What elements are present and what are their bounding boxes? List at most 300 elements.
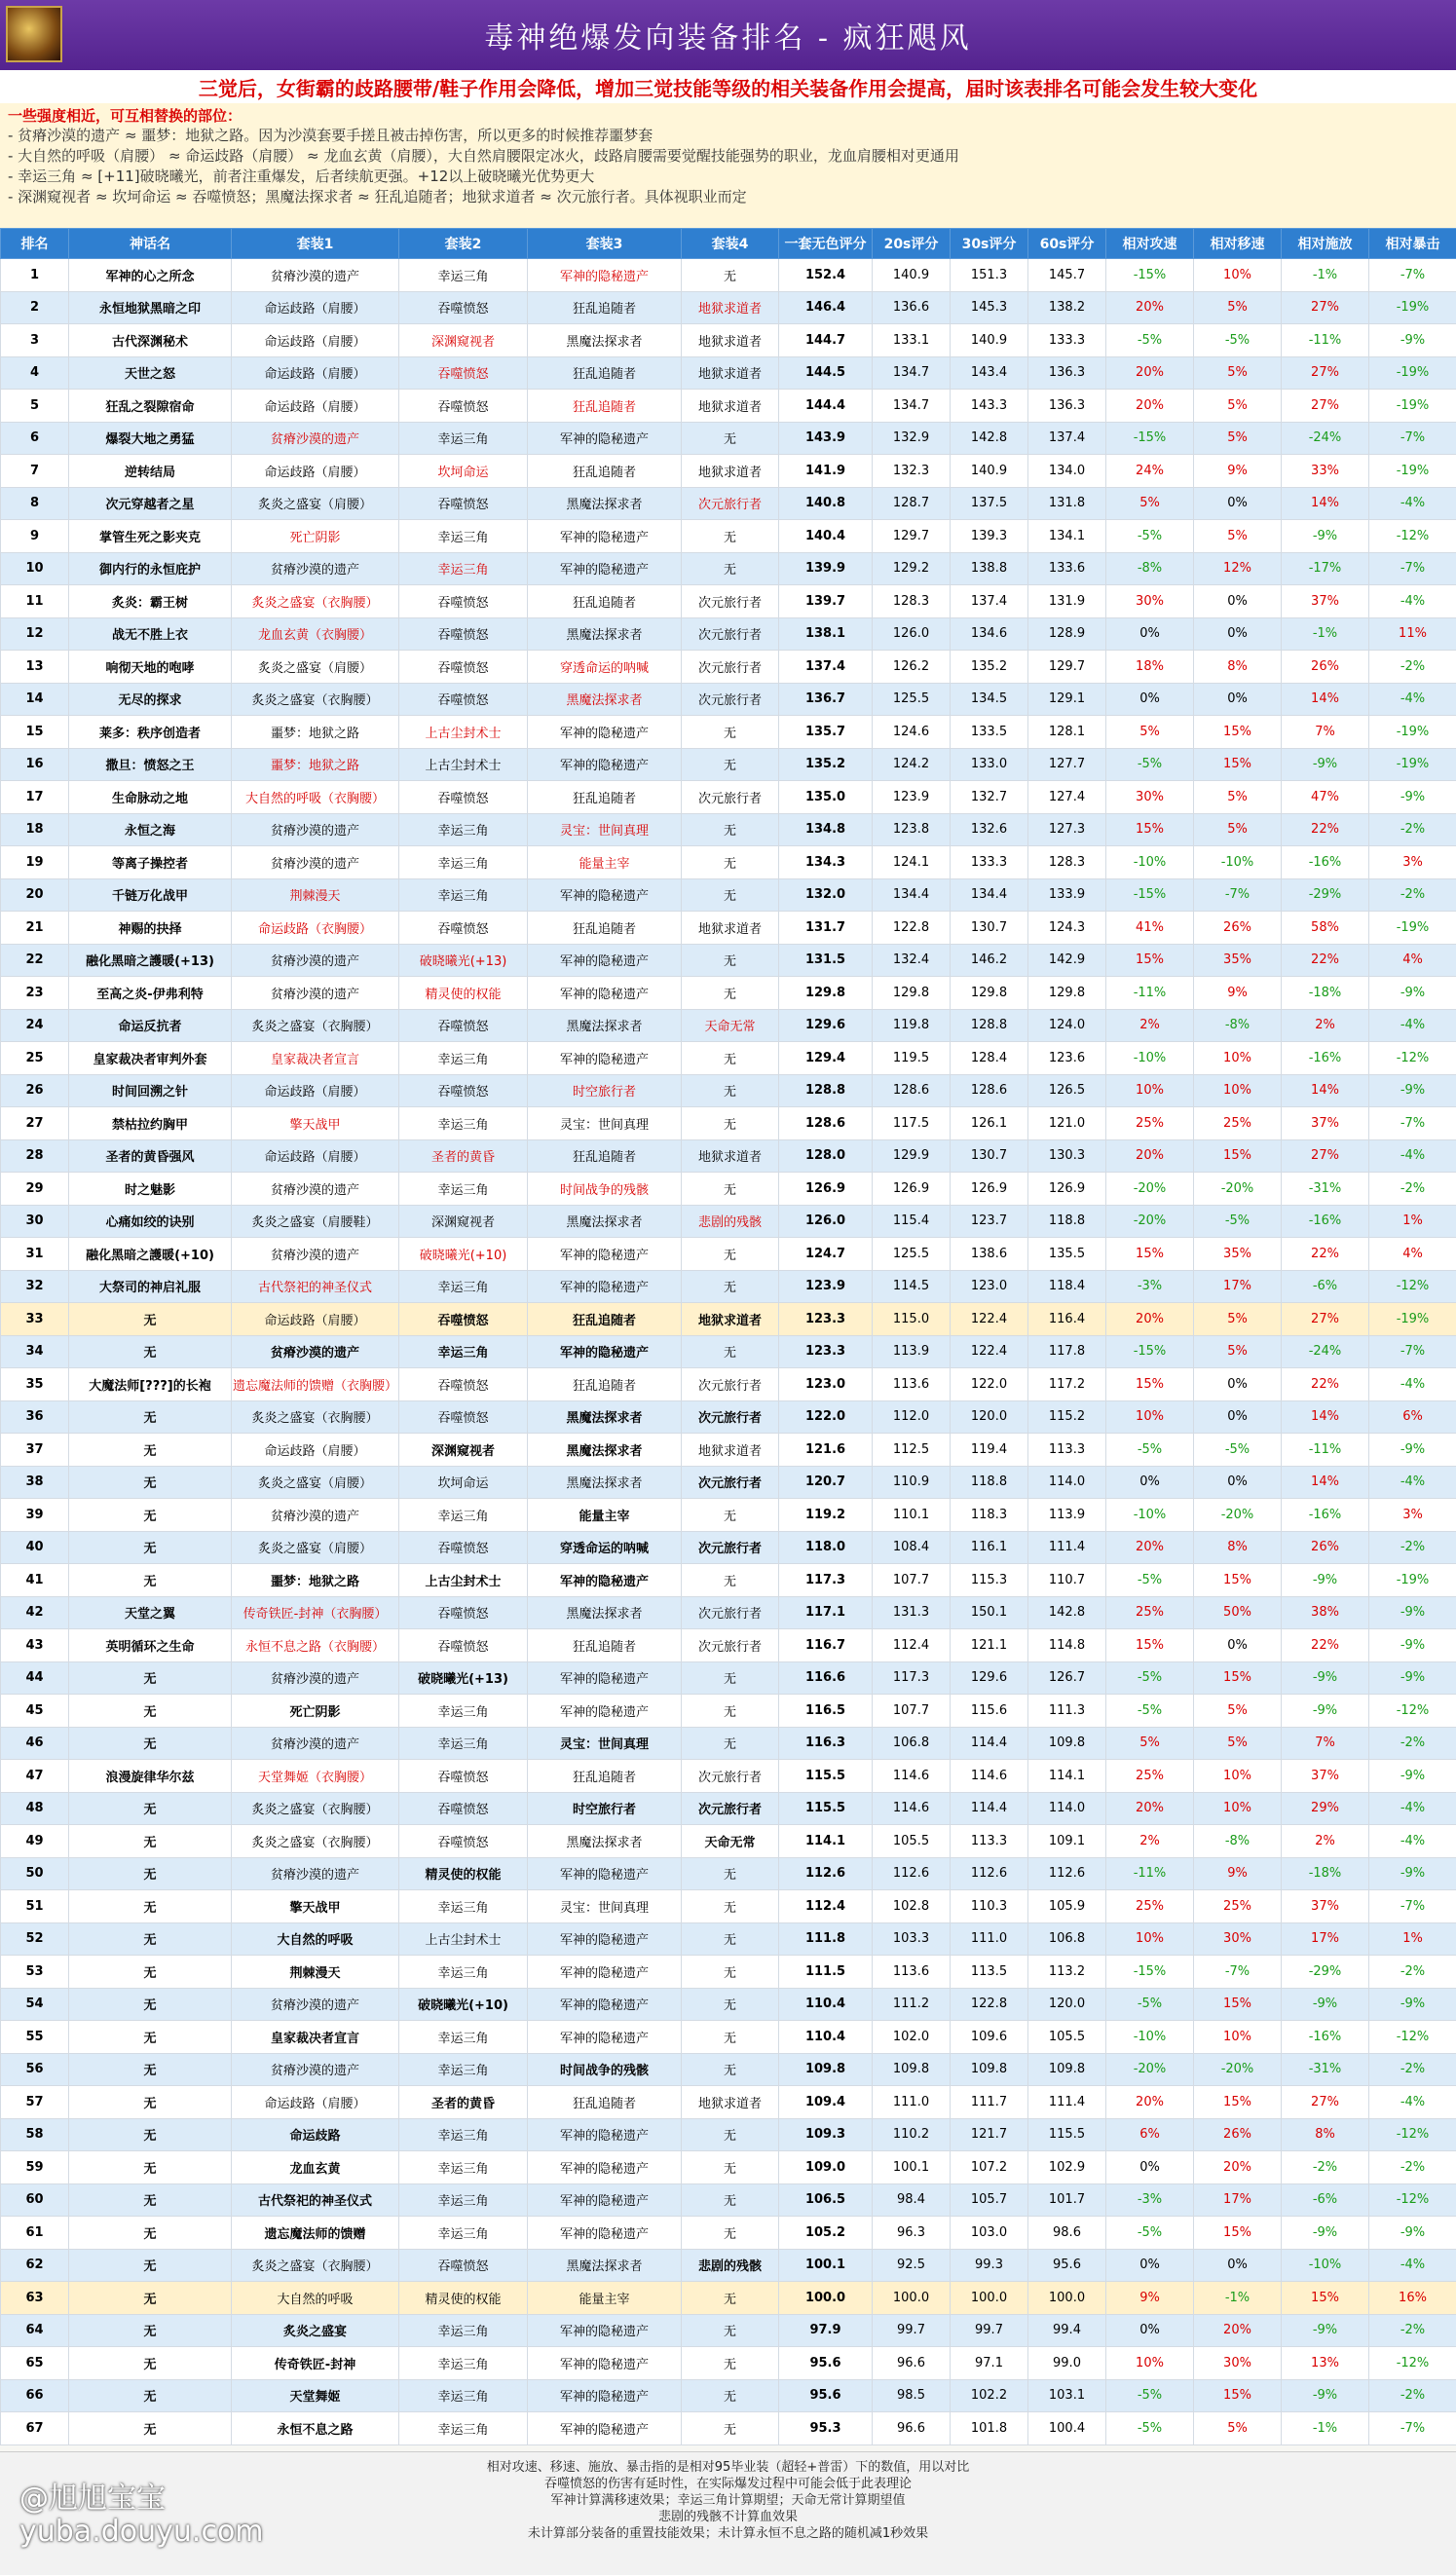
cell-crit: -12%: [1369, 1270, 1456, 1303]
cell-crit: -9%: [1369, 1988, 1456, 2021]
cell-set1: 命运歧路（肩腰）: [232, 1074, 399, 1107]
cell-60s: 111.4: [1028, 2086, 1106, 2119]
cell-set1: 传奇铁匠-封神（衣胸腰）: [232, 1596, 399, 1629]
cell-move-speed: -5%: [1194, 1205, 1282, 1238]
table-row: [1, 520, 1456, 553]
cell-60s: 138.2: [1028, 291, 1106, 324]
cell-set3: 能量主宰: [528, 1499, 682, 1532]
cell-60s: 120.0: [1028, 1988, 1106, 2021]
cell-30s: 140.9: [951, 324, 1028, 357]
cell-set2: 上古尘封术士: [399, 748, 528, 781]
cell-crit: -7%: [1369, 422, 1456, 455]
cell-move-speed: 0%: [1194, 1466, 1282, 1499]
cell-cast-speed: 29%: [1282, 1792, 1369, 1825]
cell-30s: 109.6: [951, 2021, 1028, 2054]
cell-60s: 99.0: [1028, 2347, 1106, 2380]
cell-set3: 黑魔法探求者: [528, 2249, 682, 2282]
cell-set4: 地狱求道者: [682, 1434, 779, 1467]
cell-rank: 50: [1, 1857, 69, 1890]
cell-move-speed: -20%: [1194, 2053, 1282, 2086]
cell-crit: -2%: [1369, 813, 1456, 846]
cell-set3: 黑魔法探求者: [528, 683, 682, 716]
cell-set4: 次元旅行者: [682, 683, 779, 716]
cell-cast-speed: 7%: [1282, 716, 1369, 749]
cell-set3: 狂乱追随者: [528, 1303, 682, 1336]
cell-attack-speed: -20%: [1106, 2053, 1194, 2086]
cell-myth: 神赐的抉择: [69, 912, 232, 945]
cell-set3: 军神的隐秘遗产: [528, 422, 682, 455]
cell-set1: 龙血玄黄（衣胸腰）: [232, 617, 399, 651]
cell-move-speed: 0%: [1194, 617, 1282, 651]
cell-move-speed: 5%: [1194, 1695, 1282, 1728]
cell-crit: -9%: [1369, 1596, 1456, 1629]
author-avatar: [6, 6, 62, 62]
table-row: [1, 1661, 1456, 1695]
cell-set1: 命运歧路（肩腰）: [232, 291, 399, 324]
cell-rank: 67: [1, 2412, 69, 2445]
cell-set2: 吞噬愤怒: [399, 683, 528, 716]
cell-score: 128.0: [779, 1139, 873, 1173]
cell-cast-speed: -29%: [1282, 1956, 1369, 1989]
cell-score: 114.1: [779, 1825, 873, 1858]
cell-cast-speed: -6%: [1282, 2183, 1369, 2217]
cell-rank: 4: [1, 356, 69, 390]
cell-set3: 灵宝：世间真理: [528, 1890, 682, 1923]
cell-30s: 105.7: [951, 2183, 1028, 2217]
cell-score: 135.2: [779, 748, 873, 781]
cell-crit: -9%: [1369, 2217, 1456, 2250]
ranking-table: [0, 228, 1456, 2445]
cell-20s: 124.2: [873, 748, 951, 781]
cell-set1: 遗忘魔法师的馈赠: [232, 2217, 399, 2250]
cell-score: 144.5: [779, 356, 873, 390]
cell-crit: -4%: [1369, 1466, 1456, 1499]
cell-cast-speed: -9%: [1282, 520, 1369, 553]
cell-move-speed: 8%: [1194, 651, 1282, 684]
cell-set3: 军神的隐秘遗产: [528, 259, 682, 292]
cell-set3: 军神的隐秘遗产: [528, 1042, 682, 1075]
cell-30s: 140.9: [951, 455, 1028, 488]
cell-60s: 129.7: [1028, 651, 1106, 684]
table-row: [1, 1727, 1456, 1760]
cell-set1: 大自然的呼吸: [232, 2282, 399, 2315]
cell-set2: 深渊窥视者: [399, 324, 528, 357]
cell-set2: 幸运三角: [399, 520, 528, 553]
cell-60s: 100.4: [1028, 2412, 1106, 2445]
cell-attack-speed: 24%: [1106, 455, 1194, 488]
cell-rank: 25: [1, 1042, 69, 1075]
cell-set4: 次元旅行者: [682, 1629, 779, 1662]
cell-score: 117.1: [779, 1596, 873, 1629]
cell-20s: 124.1: [873, 846, 951, 879]
cell-set3: 军神的隐秘遗产: [528, 1956, 682, 1989]
cell-set3: 军神的隐秘遗产: [528, 1270, 682, 1303]
cell-set3: 军神的隐秘遗产: [528, 2118, 682, 2151]
table-row: [1, 878, 1456, 912]
cell-30s: 109.8: [951, 2053, 1028, 2086]
cell-set4: 无: [682, 422, 779, 455]
title-banner: [0, 0, 1456, 70]
footer-line: 悲剧的残骸不计算血效果: [0, 2510, 1456, 2524]
cell-set2: 幸运三角: [399, 2183, 528, 2217]
cell-30s: 103.0: [951, 2217, 1028, 2250]
cell-myth: 无: [69, 2412, 232, 2445]
cell-30s: 121.1: [951, 1629, 1028, 1662]
cell-myth: 次元穿越者之星: [69, 487, 232, 520]
cell-set3: 时间战争的残骸: [528, 2053, 682, 2086]
cell-set2: 幸运三角: [399, 2412, 528, 2445]
cell-30s: 133.0: [951, 748, 1028, 781]
cell-rank: 38: [1, 1466, 69, 1499]
cell-20s: 112.0: [873, 1400, 951, 1434]
note-line: - 深渊窥视者 ≈ 坎坷命运 ≈ 吞噬愤怒；黑魔法探求者 ≈ 狂乱追随者；地狱求道者 ≈ 次元旅行者。具体视职业而定: [8, 187, 1448, 207]
cell-myth: 皇家裁决者审判外套: [69, 1042, 232, 1075]
cell-set1: 贫瘠沙漠的遗产: [232, 1238, 399, 1271]
cell-score: 144.7: [779, 324, 873, 357]
cell-crit: -4%: [1369, 487, 1456, 520]
cell-attack-speed: 30%: [1106, 585, 1194, 618]
cell-score: 141.9: [779, 455, 873, 488]
cell-move-speed: 10%: [1194, 1074, 1282, 1107]
table-row: [1, 1857, 1456, 1890]
cell-score: 109.8: [779, 2053, 873, 2086]
cell-score: 152.4: [779, 259, 873, 292]
cell-myth: 无: [69, 2249, 232, 2282]
cell-cast-speed: 8%: [1282, 2118, 1369, 2151]
cell-30s: 151.3: [951, 259, 1028, 292]
cell-20s: 117.5: [873, 1107, 951, 1140]
cell-set1: 大自然的呼吸（衣胸腰）: [232, 781, 399, 814]
cell-attack-speed: 0%: [1106, 2249, 1194, 2282]
cell-attack-speed: -10%: [1106, 1499, 1194, 1532]
table-row: [1, 1368, 1456, 1401]
cell-set1: 大自然的呼吸: [232, 1922, 399, 1956]
header-move-speed: 相对移速: [1194, 229, 1282, 259]
cell-myth: 无: [69, 2314, 232, 2347]
cell-20s: 102.0: [873, 2021, 951, 2054]
cell-myth: 大祭司的神启礼服: [69, 1270, 232, 1303]
cell-set4: 无: [682, 2314, 779, 2347]
cell-set4: 无: [682, 552, 779, 585]
cell-cast-speed: 27%: [1282, 1303, 1369, 1336]
cell-set3: 黑魔法探求者: [528, 1009, 682, 1042]
note-line: - 贫瘠沙漠的遗产 ≈ 噩梦：地狱之路。因为沙漠套要手搓且被击掉伤害，所以更多的时候推荐噩梦套: [8, 126, 1448, 146]
cell-60s: 126.5: [1028, 1074, 1106, 1107]
cell-myth: 融化黑暗之護暖(+10): [69, 1238, 232, 1271]
cell-attack-speed: -8%: [1106, 552, 1194, 585]
cell-score: 115.5: [779, 1792, 873, 1825]
cell-30s: 142.8: [951, 422, 1028, 455]
table-row: [1, 1009, 1456, 1042]
cell-30s: 112.6: [951, 1857, 1028, 1890]
cell-20s: 110.9: [873, 1466, 951, 1499]
cell-60s: 134.1: [1028, 520, 1106, 553]
cell-60s: 114.8: [1028, 1629, 1106, 1662]
cell-set2: 吞噬愤怒: [399, 1074, 528, 1107]
cell-60s: 105.5: [1028, 2021, 1106, 2054]
cell-set2: 吞噬愤怒: [399, 781, 528, 814]
cell-set2: 吞噬愤怒: [399, 1009, 528, 1042]
cell-20s: 126.2: [873, 651, 951, 684]
table-row: [1, 2249, 1456, 2282]
cell-crit: -7%: [1369, 1107, 1456, 1140]
header-myth: 神话名: [69, 229, 232, 259]
cell-cast-speed: 37%: [1282, 1107, 1369, 1140]
cell-score: 139.9: [779, 552, 873, 585]
cell-set1: 命运歧路（肩腰）: [232, 455, 399, 488]
cell-set1: 死亡阴影: [232, 1695, 399, 1728]
cell-move-speed: 5%: [1194, 1303, 1282, 1336]
cell-set2: 精灵使的权能: [399, 1857, 528, 1890]
cell-move-speed: 0%: [1194, 1400, 1282, 1434]
cell-myth: 永恒之海: [69, 813, 232, 846]
cell-set4: 无: [682, 2282, 779, 2315]
table-row: [1, 1890, 1456, 1923]
table-row: [1, 813, 1456, 846]
cell-attack-speed: 20%: [1106, 390, 1194, 423]
cell-60s: 113.3: [1028, 1434, 1106, 1467]
cell-myth: 无: [69, 1466, 232, 1499]
cell-myth: 无尽的探求: [69, 683, 232, 716]
cell-set2: 幸运三角: [399, 1173, 528, 1206]
cell-20s: 128.7: [873, 487, 951, 520]
cell-30s: 146.2: [951, 944, 1028, 977]
cell-crit: 6%: [1369, 1400, 1456, 1434]
table-row: [1, 2021, 1456, 2054]
cell-score: 110.4: [779, 2021, 873, 2054]
cell-set3: 狂乱追随者: [528, 781, 682, 814]
cell-set4: 无: [682, 1661, 779, 1695]
cell-20s: 112.5: [873, 1434, 951, 1467]
cell-set1: 炙炎之盛宴（衣胸腰）: [232, 1792, 399, 1825]
cell-score: 109.3: [779, 2118, 873, 2151]
cell-set4: 次元旅行者: [682, 617, 779, 651]
cell-20s: 111.2: [873, 1988, 951, 2021]
cell-set1: 炙炎之盛宴（肩腰）: [232, 1466, 399, 1499]
cell-30s: 132.6: [951, 813, 1028, 846]
cell-rank: 7: [1, 455, 69, 488]
cell-30s: 97.1: [951, 2347, 1028, 2380]
cell-60s: 102.9: [1028, 2151, 1106, 2184]
cell-score: 111.8: [779, 1922, 873, 1956]
cell-attack-speed: -10%: [1106, 1042, 1194, 1075]
cell-set2: 破晓曦光(+13): [399, 944, 528, 977]
cell-move-speed: 9%: [1194, 455, 1282, 488]
cell-set2: 精灵使的权能: [399, 977, 528, 1010]
table-row: [1, 1922, 1456, 1956]
cell-crit: 3%: [1369, 1499, 1456, 1532]
cell-set1: 炙炎之盛宴（衣胸腰）: [232, 1825, 399, 1858]
cell-set1: 命运歧路（肩腰）: [232, 2086, 399, 2119]
table-row: [1, 1139, 1456, 1173]
cell-set1: 噩梦：地狱之路: [232, 716, 399, 749]
cell-set4: 无: [682, 1857, 779, 1890]
cell-score: 129.8: [779, 977, 873, 1010]
cell-rank: 14: [1, 683, 69, 716]
cell-set1: 炙炎之盛宴（衣胸腰）: [232, 683, 399, 716]
cell-60s: 101.7: [1028, 2183, 1106, 2217]
cell-60s: 128.3: [1028, 846, 1106, 879]
cell-move-speed: 15%: [1194, 716, 1282, 749]
cell-20s: 113.6: [873, 1368, 951, 1401]
cell-30s: 115.6: [951, 1695, 1028, 1728]
cell-30s: 134.4: [951, 878, 1028, 912]
cell-set2: 精灵使的权能: [399, 2282, 528, 2315]
cell-30s: 139.3: [951, 520, 1028, 553]
cell-attack-speed: -11%: [1106, 1857, 1194, 1890]
cell-score: 129.6: [779, 1009, 873, 1042]
table-row: [1, 617, 1456, 651]
cell-set4: 天命无常: [682, 1825, 779, 1858]
cell-rank: 13: [1, 651, 69, 684]
page-title: 毒神绝爆发向装备排名 - 疯狂飓风: [484, 14, 971, 56]
cell-set1: 贫瘠沙漠的遗产: [232, 944, 399, 977]
cell-set4: 次元旅行者: [682, 1400, 779, 1434]
cell-set4: 无: [682, 1042, 779, 1075]
cell-myth: 无: [69, 1825, 232, 1858]
cell-60s: 99.4: [1028, 2314, 1106, 2347]
cell-set3: 军神的隐秘遗产: [528, 552, 682, 585]
cell-60s: 109.1: [1028, 1825, 1106, 1858]
cell-score: 112.4: [779, 1890, 873, 1923]
cell-myth: 无: [69, 2118, 232, 2151]
cell-attack-speed: 10%: [1106, 1922, 1194, 1956]
cell-30s: 123.0: [951, 1270, 1028, 1303]
header-score: 一套无色评分: [779, 229, 873, 259]
cell-cast-speed: 13%: [1282, 2347, 1369, 2380]
cell-set2: 吞噬愤怒: [399, 617, 528, 651]
cell-set4: 无: [682, 878, 779, 912]
cell-score: 128.6: [779, 1107, 873, 1140]
table-row: [1, 977, 1456, 1010]
cell-score: 146.4: [779, 291, 873, 324]
cell-set2: 上古尘封术士: [399, 1564, 528, 1597]
cell-20s: 119.8: [873, 1009, 951, 1042]
cell-set1: 噩梦：地狱之路: [232, 1564, 399, 1597]
cell-set4: 次元旅行者: [682, 1368, 779, 1401]
cell-set3: 狂乱追随者: [528, 2086, 682, 2119]
cell-set4: 无: [682, 1727, 779, 1760]
cell-score: 95.6: [779, 2347, 873, 2380]
cell-myth: 无: [69, 2183, 232, 2217]
cell-crit: -7%: [1369, 259, 1456, 292]
cell-move-speed: 10%: [1194, 1792, 1282, 1825]
cell-set4: 地狱求道者: [682, 455, 779, 488]
cell-score: 136.7: [779, 683, 873, 716]
cell-rank: 62: [1, 2249, 69, 2282]
cell-20s: 122.8: [873, 912, 951, 945]
cell-score: 126.0: [779, 1205, 873, 1238]
cell-set4: 无: [682, 1922, 779, 1956]
cell-crit: -12%: [1369, 520, 1456, 553]
cell-30s: 113.3: [951, 1825, 1028, 1858]
cell-set4: 无: [682, 748, 779, 781]
cell-attack-speed: 25%: [1106, 1760, 1194, 1793]
cell-30s: 143.3: [951, 390, 1028, 423]
cell-set4: 无: [682, 1238, 779, 1271]
cell-60s: 116.4: [1028, 1303, 1106, 1336]
cell-set2: 吞噬愤怒: [399, 1400, 528, 1434]
cell-score: 116.6: [779, 1661, 873, 1695]
cell-30s: 119.4: [951, 1434, 1028, 1467]
cell-cast-speed: -16%: [1282, 2021, 1369, 2054]
cell-myth: 狂乱之裂隙宿命: [69, 390, 232, 423]
cell-cast-speed: 17%: [1282, 1922, 1369, 1956]
cell-cast-speed: -11%: [1282, 324, 1369, 357]
cell-set3: 灵宝：世间真理: [528, 813, 682, 846]
cell-myth: 无: [69, 2086, 232, 2119]
cell-rank: 3: [1, 324, 69, 357]
cell-myth: 响彻天地的咆哮: [69, 651, 232, 684]
cell-rank: 55: [1, 2021, 69, 2054]
cell-set1: 天堂舞姬（衣胸腰）: [232, 1760, 399, 1793]
cell-cast-speed: -24%: [1282, 1335, 1369, 1368]
cell-myth: 至高之炎-伊弗利特: [69, 977, 232, 1010]
cell-rank: 27: [1, 1107, 69, 1140]
cell-myth: 无: [69, 1956, 232, 1989]
cell-set2: 吞噬愤怒: [399, 390, 528, 423]
table-row: [1, 2347, 1456, 2380]
cell-set3: 军神的隐秘遗产: [528, 1564, 682, 1597]
cell-set1: 炙炎之盛宴（衣胸腰）: [232, 585, 399, 618]
cell-cast-speed: -1%: [1282, 259, 1369, 292]
cell-score: 105.2: [779, 2217, 873, 2250]
cell-cast-speed: -31%: [1282, 1173, 1369, 1206]
cell-set1: 命运歧路（衣胸腰）: [232, 912, 399, 945]
cell-cast-speed: -1%: [1282, 617, 1369, 651]
cell-20s: 123.9: [873, 781, 951, 814]
cell-30s: 122.8: [951, 1988, 1028, 2021]
header-set4: 套装4: [682, 229, 779, 259]
cell-cast-speed: -16%: [1282, 846, 1369, 879]
cell-crit: -2%: [1369, 1531, 1456, 1564]
cell-30s: 138.8: [951, 552, 1028, 585]
cell-30s: 132.7: [951, 781, 1028, 814]
cell-cast-speed: -1%: [1282, 2412, 1369, 2445]
cell-rank: 45: [1, 1695, 69, 1728]
cell-60s: 111.4: [1028, 1531, 1106, 1564]
cell-set2: 吞噬愤怒: [399, 651, 528, 684]
cell-move-speed: 5%: [1194, 422, 1282, 455]
cell-move-speed: -1%: [1194, 2282, 1282, 2315]
cell-cast-speed: 7%: [1282, 1727, 1369, 1760]
cell-30s: 126.9: [951, 1173, 1028, 1206]
cell-attack-speed: 20%: [1106, 2086, 1194, 2119]
table-row: [1, 2183, 1456, 2217]
cell-set1: 炙炎之盛宴（衣胸腰）: [232, 1009, 399, 1042]
cell-move-speed: 10%: [1194, 1042, 1282, 1075]
cell-attack-speed: 2%: [1106, 1009, 1194, 1042]
cell-score: 137.4: [779, 651, 873, 684]
cell-move-speed: 30%: [1194, 1922, 1282, 1956]
footer-notes: [0, 2451, 1456, 2575]
cell-move-speed: 0%: [1194, 585, 1282, 618]
cell-set2: 幸运三角: [399, 1890, 528, 1923]
cell-set2: 吞噬愤怒: [399, 1531, 528, 1564]
cell-myth: 天世之怒: [69, 356, 232, 390]
cell-30s: 134.6: [951, 617, 1028, 651]
cell-set2: 幸运三角: [399, 1270, 528, 1303]
cell-set2: 圣者的黄昏: [399, 1139, 528, 1173]
cell-move-speed: -7%: [1194, 878, 1282, 912]
cell-20s: 129.7: [873, 520, 951, 553]
cell-move-speed: 5%: [1194, 356, 1282, 390]
cell-set2: 幸运三角: [399, 846, 528, 879]
cell-attack-speed: -10%: [1106, 2021, 1194, 2054]
cell-set2: 幸运三角: [399, 1499, 528, 1532]
table-row: [1, 1596, 1456, 1629]
cell-attack-speed: 0%: [1106, 1466, 1194, 1499]
